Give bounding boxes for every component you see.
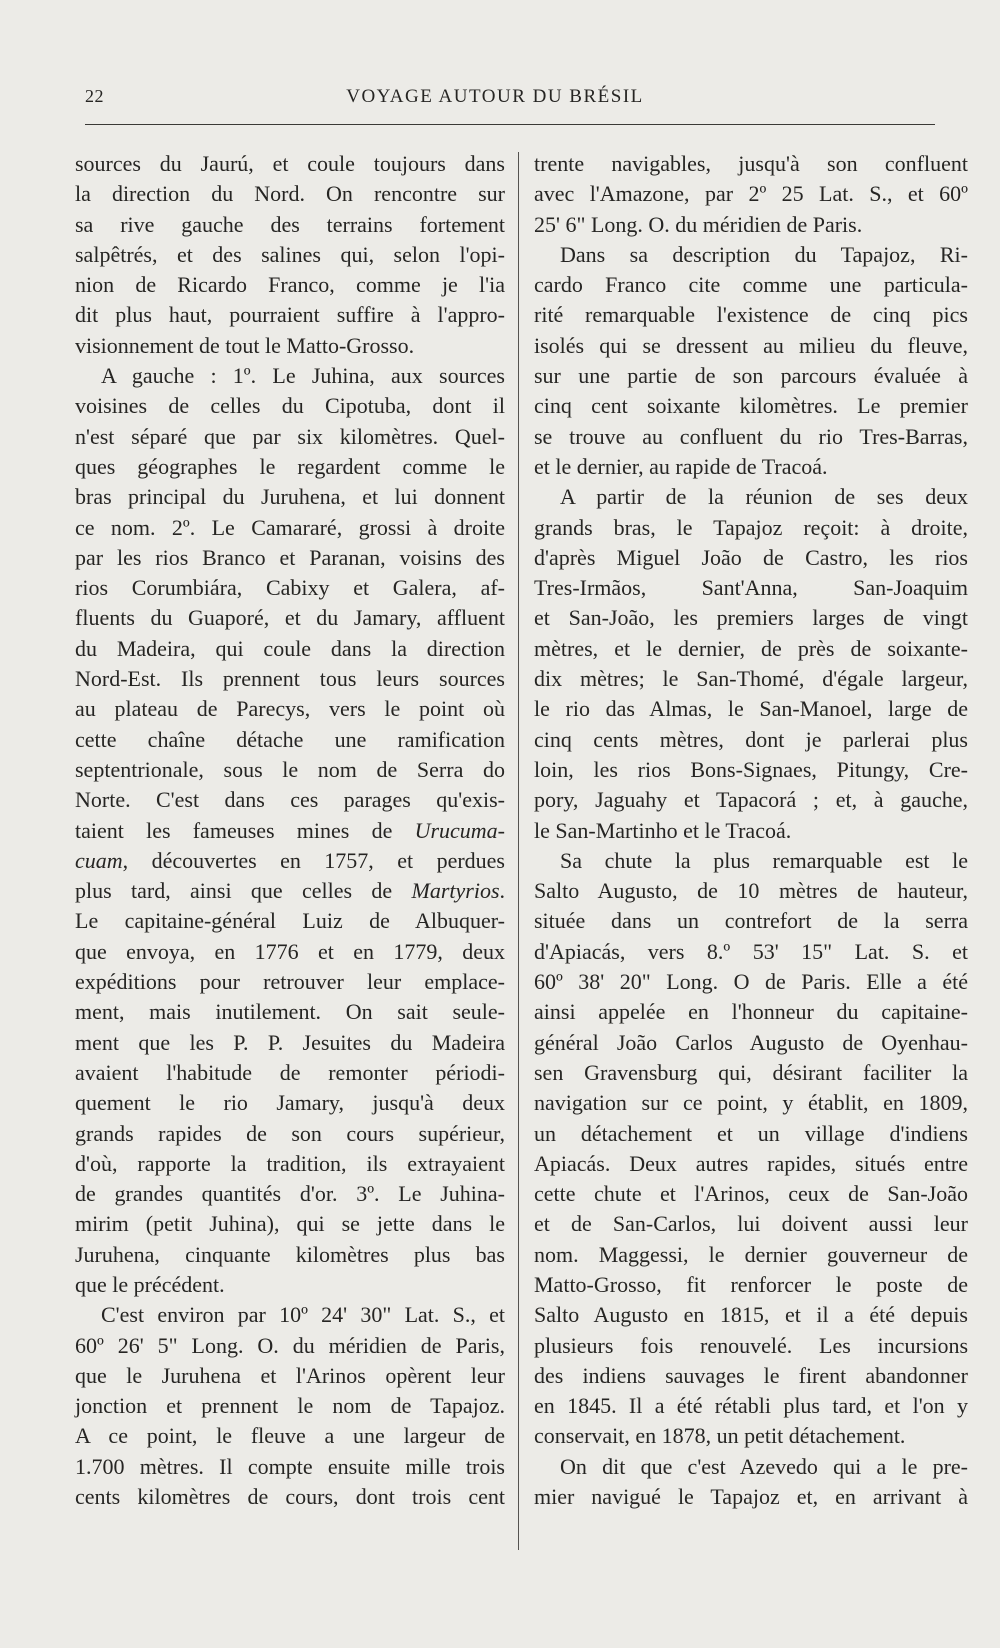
text-line: rité remarquable l'existence de cinq pics [534, 302, 968, 328]
text-line: plus tard, ainsi que celles de Martyrios. [75, 878, 505, 904]
text-line: fluents du Guaporé, et du Jamary, affluent [75, 605, 505, 631]
text-line: nom. Maggessi, le dernier gouverneur de [534, 1241, 968, 1267]
text-line: A partir de la réunion de ses deux [560, 484, 968, 510]
text-line: et de San-Carlos, lui doivent aussi leur [534, 1211, 968, 1237]
text-line: On dit que c'est Azevedo qui a le pre- [560, 1453, 968, 1479]
text-line: 60º 38' 20" Long. O de Paris. Elle a été [534, 969, 968, 995]
text-line: 60º 26' 5" Long. O. du méridien de Paris, [75, 1332, 505, 1358]
text-line: ainsi appelée en l'honneur du capitaine- [534, 999, 968, 1025]
text-line: cardo Franco cite comme une particula- [534, 272, 968, 298]
italic-text: Martyrios [411, 878, 500, 904]
text-line: située dans un contrefort de la serra [534, 908, 968, 934]
text-line: cinq cent soixante kilomètres. Le premier [534, 393, 968, 419]
text-line: Salto Augusto, de 10 mètres de hauteur, [534, 878, 968, 904]
text-line: sen Gravensburg qui, désirant faciliter la [534, 1059, 968, 1085]
text-line: Juruhena, cinquante kilomètres plus bas [75, 1241, 505, 1267]
text-line: la direction du Nord. On rencontre sur [75, 181, 505, 207]
right-text-column [534, 149, 968, 1512]
running-head [85, 82, 905, 114]
text-line: 25' 6" Long. O. du méridien de Paris. [534, 211, 863, 237]
text-line: que envoya, en 1776 et en 1779, deux [75, 938, 505, 964]
text-line: Norte. C'est dans ces parages qu'exis- [75, 787, 505, 813]
text-line: ment que les P. P. Jesuites du Madeira [75, 1029, 505, 1055]
text-line: isolés qui se dressent au milieu du fleuve, [534, 332, 968, 358]
text-line: des indiens sauvages le firent abandonner [534, 1362, 968, 1388]
text-line: d'Apiacás, vers 8.º 53' 15" Lat. S. et [534, 938, 968, 964]
page-number: 22 [85, 86, 104, 106]
left-text-column [75, 149, 505, 1512]
text-line: cinq cents mètres, dont je parlerai plus [534, 726, 968, 752]
text-line: au plateau de Parecys, vers le point où [75, 696, 505, 722]
italic-text: Urucuma- [414, 817, 505, 843]
text-line: se trouve au confluent du rio Tres-Barras, [534, 423, 968, 449]
text-line: C'est environ par 10º 24' 30" Lat. S., et [101, 1302, 505, 1328]
text-line: expéditions pour retrouver leur emplace- [75, 969, 505, 995]
text-line: d'après Miguel João de Castro, les rios [534, 544, 968, 570]
text-line: visionnement de tout le Matto-Grosso. [75, 332, 415, 358]
text-line: en 1845. Il a été rétabli plus tard, et l'on y [534, 1393, 968, 1419]
text-line: pory, Jaguahy et Tapacorá ; et, à gauche, [534, 787, 968, 813]
text-line: Tres-Irmãos, Sant'Anna, San-Joaquim [534, 575, 968, 601]
text-line: Nord-Est. Ils prennent tous leurs sources [75, 666, 505, 692]
text-line: quement le rio Jamary, jusqu'à deux [75, 1090, 505, 1116]
text-line: cents kilomètres de cours, dont trois cent [75, 1484, 505, 1510]
text-line: un détachement et un village d'indiens [534, 1120, 968, 1146]
text-line: voisines de celles du Cipotuba, dont il [75, 393, 505, 419]
running-title: VOYAGE AUTOUR DU BRÉSIL [346, 86, 644, 107]
text-line: dix mètres; le San-Thomé, d'égale largeur, [534, 666, 968, 692]
text-line: grands rapides de son cours supérieur, [75, 1120, 505, 1146]
text-line: sur une partie de son parcours évaluée à [534, 363, 968, 389]
italic-text: cuam [75, 847, 123, 873]
text-line: avaient l'habitude de remonter périodi- [75, 1059, 505, 1085]
text-line: sa rive gauche des terrains fortement [75, 211, 505, 237]
text-line: mètres, et le dernier, de près de soixante- [534, 635, 968, 661]
text-line: Salto Augusto en 1815, et il a été depuis [534, 1302, 968, 1328]
text-line: nion de Ricardo Franco, comme je l'ia [75, 272, 505, 298]
text-line: ment, mais inutilement. On sait seule- [75, 999, 505, 1025]
text-line: septentrionale, sous le nom de Serra do [75, 756, 505, 782]
text-line: le San-Martinho et le Tracoá. [534, 817, 792, 843]
text-line: le rio das Almas, le San-Manoel, large de [534, 696, 968, 722]
text-line: dit plus haut, pourraient suffire à l'appro- [75, 302, 505, 328]
text-line: sources du Jaurú, et coule toujours dans [75, 151, 505, 176]
text-line: par les rios Branco et Paranan, voisins des [75, 544, 505, 570]
text-line: du Madeira, qui coule dans la direction [75, 635, 505, 661]
text-line: bras principal du Juruhena, et lui donnent [75, 484, 505, 510]
text-line: taient les fameuses mines de Urucuma- [75, 817, 505, 843]
text-line: général João Carlos Augusto de Oyenhau- [534, 1029, 968, 1055]
text-line: que le précédent. [75, 1271, 225, 1297]
text-line: Le capitaine-général Luiz de Albuquer- [75, 908, 505, 934]
text-line: loin, les rios Bons-Signaes, Pitungy, Cre- [534, 756, 968, 782]
text-line: 1.700 mètres. Il compte ensuite mille trois [75, 1453, 505, 1479]
column-divider [518, 152, 519, 1550]
text-line: conservait, en 1878, un petit détachement. [534, 1423, 906, 1449]
text-line: salpêtrés, et des salines qui, selon l'opi- [75, 241, 505, 267]
text-line: d'où, rapporte la tradition, ils extrayaient [75, 1150, 505, 1176]
text-line: A gauche : 1º. Le Juhina, aux sources [101, 363, 505, 389]
text-line: et le dernier, au rapide de Tracoá. [534, 453, 828, 479]
text-line: mirim (petit Juhina), qui se jette dans le [75, 1211, 505, 1237]
text-line: plusieurs fois renouvelé. Les incursions [534, 1332, 968, 1358]
text-line: cette chaîne détache une ramification [75, 726, 505, 752]
text-line: rios Corumbiára, Cabixy et Galera, af- [75, 575, 505, 601]
header-rule [85, 124, 935, 125]
text-line: Matto-Grosso, fit renforcer le poste de [534, 1271, 968, 1297]
text-line: et San-João, les premiers larges de vingt [534, 605, 968, 631]
text-line: que le Juruhena et l'Arinos opèrent leur [75, 1362, 505, 1388]
text-line: ques géographes le regardent comme le [75, 453, 505, 479]
text-line: mier navigué le Tapajoz et, en arrivant à [534, 1484, 968, 1510]
text-line: navigation sur ce point, y établit, en 1809, [534, 1090, 968, 1116]
text-line: de grandes quantités d'or. 3º. Le Juhina- [75, 1181, 505, 1207]
text-line: Dans sa description du Tapajoz, Ri- [560, 241, 968, 267]
text-line: cette chute et l'Arinos, ceux de San-João [534, 1181, 968, 1207]
text-line: grands bras, le Tapajoz reçoit: à droite, [534, 514, 968, 540]
text-line: Apiacás. Deux autres rapides, situés entre [534, 1150, 968, 1176]
text-line: n'est séparé que par six kilomètres. Quel- [75, 423, 505, 449]
text-line: avec l'Amazone, par 2º 25 Lat. S., et 60º [534, 181, 968, 207]
text-line: Sa chute la plus remarquable est le [560, 847, 968, 873]
text-line: A ce point, le fleuve a une largeur de [75, 1423, 505, 1449]
text-line: trente navigables, jusqu'à son confluent [534, 151, 968, 176]
text-line: cuam, découvertes en 1757, et perdues [75, 847, 505, 873]
text-line: jonction et prennent le nom de Tapajoz. [75, 1393, 505, 1419]
text-line: ce nom. 2º. Le Camararé, grossi à droite [75, 514, 505, 540]
